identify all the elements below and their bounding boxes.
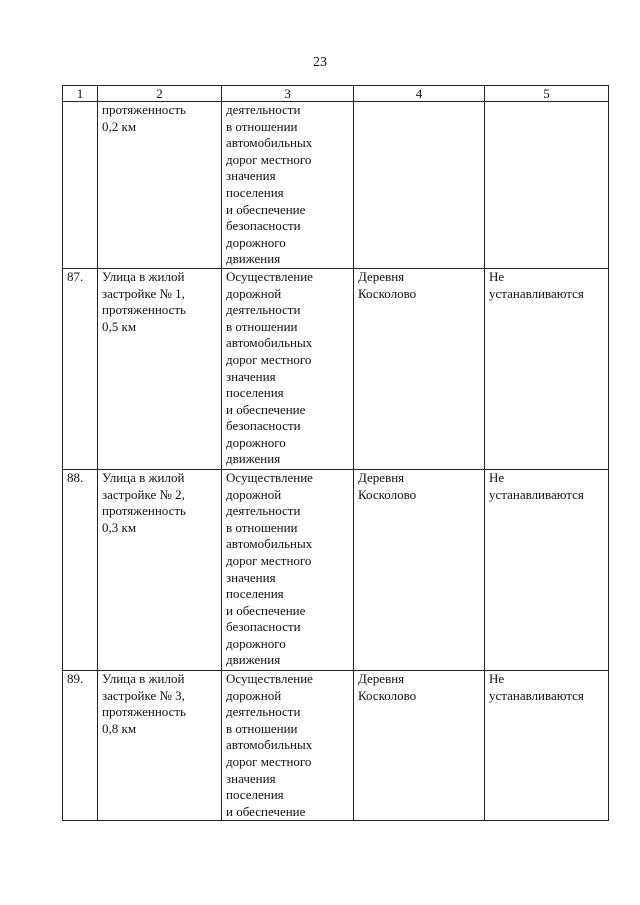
table-row [63,102,609,269]
object-purpose-cell: Осуществление дорожной деятельности в отношении автомобильных дорог местного значения поселения и обеспечение [222,670,354,820]
object-name-cell: Улица в жилой застройке № 3, протяженность 0,8 км [98,670,222,820]
object-location-cell [354,102,485,269]
restrictions-cell: Не устанавливаются [485,268,609,469]
table-header-row [63,86,609,102]
object-name-cell: протяженность 0,2 км [98,102,222,269]
column-header-1: 1 [63,86,98,102]
object-purpose-cell: деятельности в отношении автомобильных дорог местного значения поселения и обеспечение безопасности дорожного движения [222,102,354,269]
table-row [63,670,609,820]
restrictions-cell: Не устанавливаются [485,469,609,670]
row-number-cell [63,102,98,269]
objects-table [62,85,609,821]
restrictions-cell [485,102,609,269]
column-header-2: 2 [98,86,222,102]
object-purpose-cell: Осуществление дорожной деятельности в отношении автомобильных дорог местного значения поселения и обеспечение безопасности дорожного движения [222,268,354,469]
table-row [63,268,609,469]
page-number: 23 [313,55,327,70]
column-header-3: 3 [222,86,354,102]
table-row [63,469,609,670]
restrictions-cell: Не устанавливаются [485,670,609,820]
object-location-cell: Деревня Косколово [354,268,485,469]
object-name-cell: Улица в жилой застройке № 2, протяженность 0,3 км [98,469,222,670]
row-number-cell: 89. [63,670,98,820]
column-header-4: 4 [354,86,485,102]
object-location-cell: Деревня Косколово [354,469,485,670]
column-header-5: 5 [485,86,609,102]
object-location-cell: Деревня Косколово [354,670,485,820]
row-number-cell: 87. [63,268,98,469]
row-number-cell: 88. [63,469,98,670]
object-purpose-cell: Осуществление дорожной деятельности в отношении автомобильных дорог местного значения поселения и обеспечение безопасности дорожного движения [222,469,354,670]
object-name-cell: Улица в жилой застройке № 1, протяженность 0,5 км [98,268,222,469]
